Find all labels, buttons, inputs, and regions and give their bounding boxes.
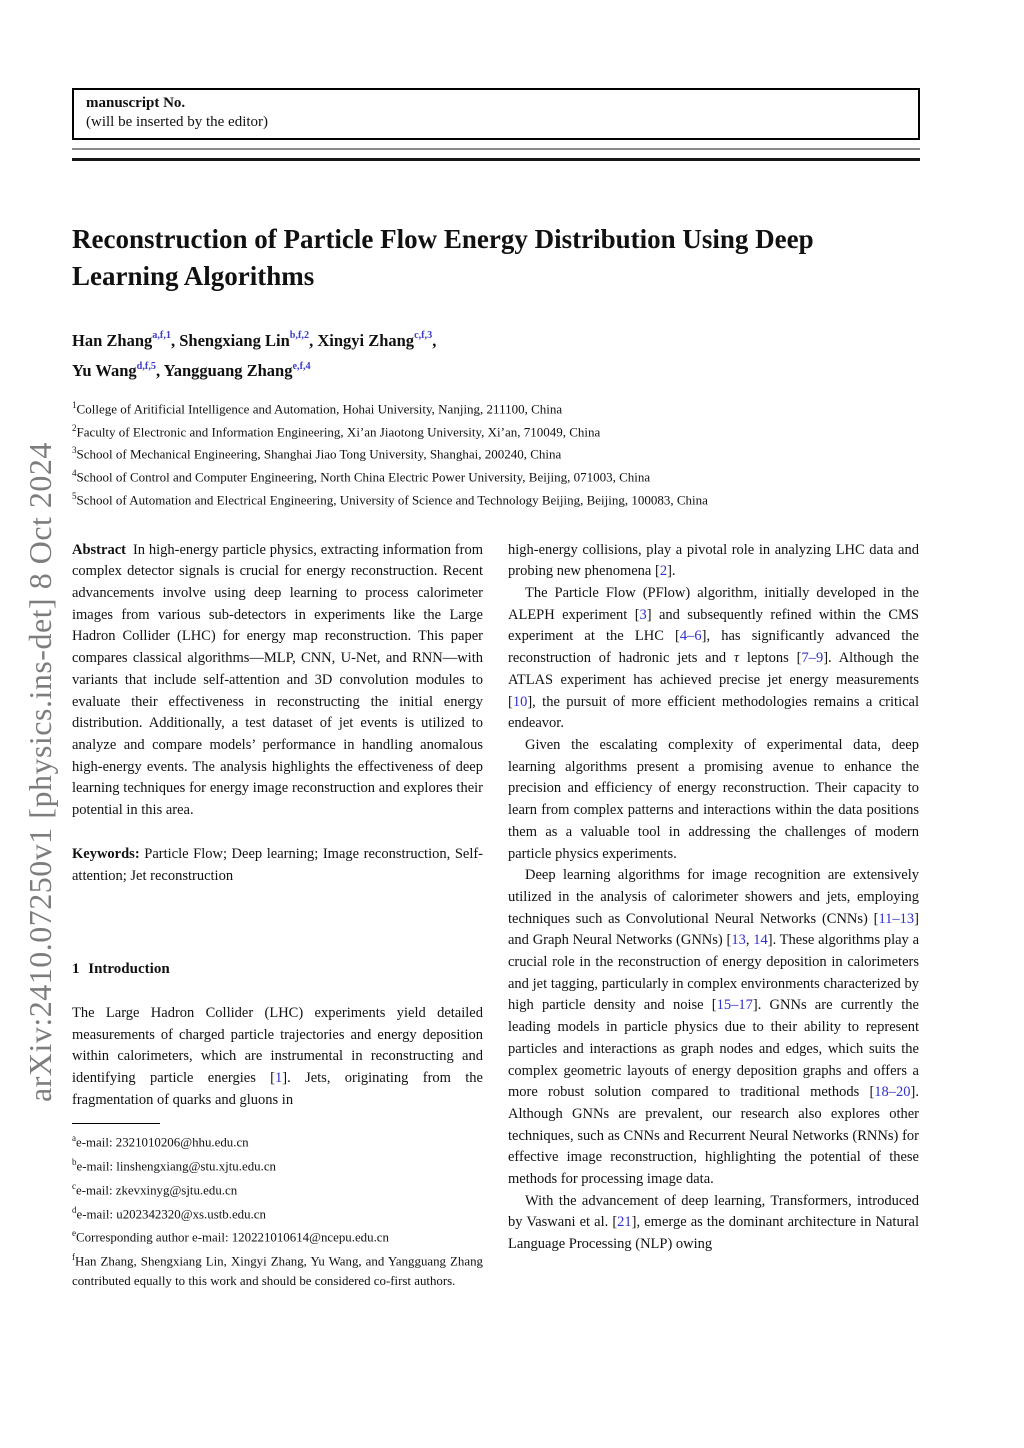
section-heading-introduction: 1 Introduction — [72, 961, 170, 978]
author-affiliation-link[interactable]: e,f,4 — [292, 360, 311, 372]
divider-thick — [72, 158, 920, 161]
intro-paragraphs — [72, 1003, 483, 1112]
affiliation: $^4$School of Control and Computer Engineering, North China Electric Power University, Beijing, 071003, China — [72, 468, 651, 485]
author-affiliation-link[interactable]: b,f,2 — [289, 330, 310, 341]
author-affiliation-link[interactable]: a,f,1 — [152, 330, 171, 341]
citation-link[interactable]: 15–17 — [716, 997, 753, 1014]
author: Shengxiang Lin$^{b,f,2}$, — [179, 330, 318, 350]
author: Han Zhang$^{a,f,1}$, — [72, 330, 180, 350]
body-paragraph: Given the escalating complexity of experimental data, deep learning algorithms present a promising avenue to enhance the precision and efficiency of energy reconstruction. Their capacity to learn from complex patterns and interactions within the data positions them as a valuable tool in addressing the challenges of modern particle physics experiments. — [508, 737, 919, 862]
footnote-divider — [72, 1123, 160, 1124]
citation-link[interactable]: 10 — [512, 693, 528, 710]
author — [164, 361, 311, 380]
keywords-text: Particle Flow; Deep learning; Image reconstruction, Self-attention; Jet reconstruction — [72, 845, 484, 884]
affiliation-number: 4 — [72, 468, 77, 479]
citation-link[interactable]: 3 — [639, 606, 647, 623]
two-column-body — [72, 540, 920, 1291]
affiliation-number: 2 — [72, 422, 77, 433]
abstract-text: In high-energy particle physics, extracting information from complex detector signals is crucial for energy reconstruction. Recent advancements involve using deep learning to process calorimeter images from various sub-detectors in experiments like the Large Hadron Collider (LHC) for energy map reconstruction. This paper compares classical algorithms—MLP, CNN, U-Net, and RNN—with variants that include self-attention and 3D convolution modules to evaluate their effectiveness in reconstructing the initial energy distribution. Additionally, a test dataset of jet events is utilized to analyze and compare models’ performance in handling anomalous high-energy events. The analysis highlights the effectiveness of deep learning techniques for energy image reconstruction and explores their potential in this area. — [72, 541, 483, 819]
affiliation-list — [72, 396, 920, 510]
affiliation: $^3$School of Mechanical Engineering, Shanghai Jiao Tong University, Shanghai, 200240, China — [72, 445, 562, 462]
abstract-paragraph — [72, 540, 483, 822]
divider-thin — [72, 148, 920, 150]
footnote-marker: b — [72, 1157, 77, 1168]
manuscript-header-box — [72, 88, 920, 140]
author-name: Yu Wang — [72, 361, 137, 380]
footnote-marker: a — [72, 1133, 77, 1144]
footnote: $^a$e-mail: 2321010206@hhu.edu.cn — [72, 1133, 249, 1150]
keywords-paragraph — [72, 844, 483, 887]
affiliation: $^2$Faculty of Electronic and Information Engineering, Xi’an Jiaotong University, Xi’an, 710049, China — [72, 422, 601, 440]
citation-link[interactable]: 18–20 — [874, 1084, 911, 1101]
body-paragraph: The Particle Flow (PFlow) algorithm, initially developed in the ALEPH experiment [3] and subsequently refined within the CMS experiment at the LHC [4–6], has significantly advanced the reconstruction of hadronic jets and τ leptons [7–9]. Although the ATLAS experiment has achieved precise jet energy measurements [10], the pursuit of more efficient methodologies remains a critical endeavor. — [508, 585, 919, 732]
author-list — [72, 323, 920, 384]
body-paragraph: With the advancement of deep learning, Transformers, introduced by Vaswani et al. [21], emerge as the dominant architecture in Natural Language Processing (NLP) owing — [508, 1192, 919, 1253]
page-content — [72, 88, 920, 1291]
footnote: $^e$Corresponding author e-mail: 120221010614@ncepu.edu.cn — [72, 1228, 389, 1245]
affiliation-number: 3 — [72, 445, 77, 456]
body-paragraph: The Large Hadron Collider (LHC) experiments yield detailed measurements of charged particle trajectories and energy deposition within calorimeters, which are instrumental in reconstructing and identifying particle energies [1]. Jets, originating from the fragmentation of quarks and gluons in — [72, 1004, 483, 1108]
footnote: $^c$e-mail: zkevxinyg@sjtu.edu.cn — [72, 1180, 238, 1198]
footnote-marker: f — [72, 1251, 76, 1262]
citation-link[interactable]: 1 — [275, 1070, 283, 1087]
citation-link[interactable]: 14 — [753, 932, 768, 949]
author-name: Xingyi Zhang — [317, 330, 415, 350]
italic-symbol: τ — [733, 650, 740, 667]
author-name: Han Zhang — [72, 330, 153, 350]
footnote: $^f$Han Zhang, Shengxiang Lin, Xingyi Zhang, Yu Wang, and Yangguang Zhang contributed equally to this work and should be considered co-first authors. — [72, 1251, 483, 1288]
citation-link[interactable]: 21 — [617, 1214, 632, 1231]
paper-title: Reconstruction of Particle Flow Energy Distribution Using Deep Learning Algorithms — [72, 224, 814, 291]
keywords-label: Keywords: — [72, 845, 140, 862]
affiliation: $^5$School of Automation and Electrical Engineering, University of Science and Technology Beijing, Beijing, 100083, China — [72, 490, 708, 508]
footnote-marker: e — [72, 1228, 77, 1239]
manuscript-no-label: manuscript No. — [86, 95, 186, 111]
footnote-list — [72, 1129, 483, 1291]
footnote: $^d$e-mail: u202342320@xs.ustb.edu.cn — [72, 1204, 266, 1221]
affiliation-number: 1 — [72, 400, 77, 410]
citation-link[interactable]: 13 — [731, 932, 746, 949]
arxiv-watermark: arXiv:2410.07250v1 [physics.ins-det] 8 Oct 2024 — [22, 442, 58, 1102]
left-column — [72, 540, 483, 1291]
author-affiliation-link[interactable]: c,f,3 — [414, 330, 433, 341]
author: Xingyi Zhang$^{c,f,3}$, — [317, 330, 437, 350]
body-paragraph: high-energy collisions, play a pivotal role in analyzing LHC data and probing new phenomena [2]. — [508, 541, 919, 580]
abstract-label: Abstract — [72, 541, 126, 558]
right-column — [508, 540, 919, 1291]
editor-note-label: (will be inserted by the editor) — [86, 114, 269, 130]
author-name: Shengxiang Lin — [179, 330, 290, 350]
footnote-marker: c — [72, 1180, 77, 1191]
author-affiliation-link[interactable]: d,f,5 — [136, 360, 156, 372]
citation-link[interactable]: 7–9 — [801, 650, 824, 667]
citation-link[interactable]: 2 — [659, 563, 668, 580]
body-paragraph: Deep learning algorithms for image recognition are extensively utilized in the analysis of calorimeter showers and jets, employing techniques such as Convolutional Neural Networks (CNNs) [11–13] and Graph Neural Networks (GNNs) [13, 14]. These algorithms play a crucial role in the reconstruction of energy deposition in calorimeters and jet tagging, particularly in complex environments characterized by high particle density and noise [15–17]. GNNs are currently the leading models in particle physics due to their ability to represent particles and interactions as graph nodes and edges, which suits the complex geometric layouts of energy deposition graphs and offers a more robust solution compared to traditional methods [18–20]. Although GNNs are prevalent, our research also explores other techniques, such as CNNs and Recurrent Neural Networks (RNNs) for effective image reconstruction, highlighting the potential of these methods for processing image data. — [508, 867, 920, 1188]
author: Yu Wang$^{d,f,5}$, — [72, 360, 164, 380]
citation-link[interactable]: 4–6 — [679, 628, 702, 645]
affiliation: $^1$College of Aritificial Intelligence and Automation, Hohai University, Nanjing, 211100, China — [72, 400, 563, 417]
affiliation-number: 5 — [72, 490, 77, 501]
footnote-marker: d — [72, 1204, 77, 1215]
citation-link[interactable]: 11–13 — [878, 910, 915, 927]
author-name: Yangguang Zhang — [163, 361, 293, 380]
footnote: $^b$e-mail: linshengxiang@stu.xjtu.edu.cn — [72, 1157, 276, 1174]
